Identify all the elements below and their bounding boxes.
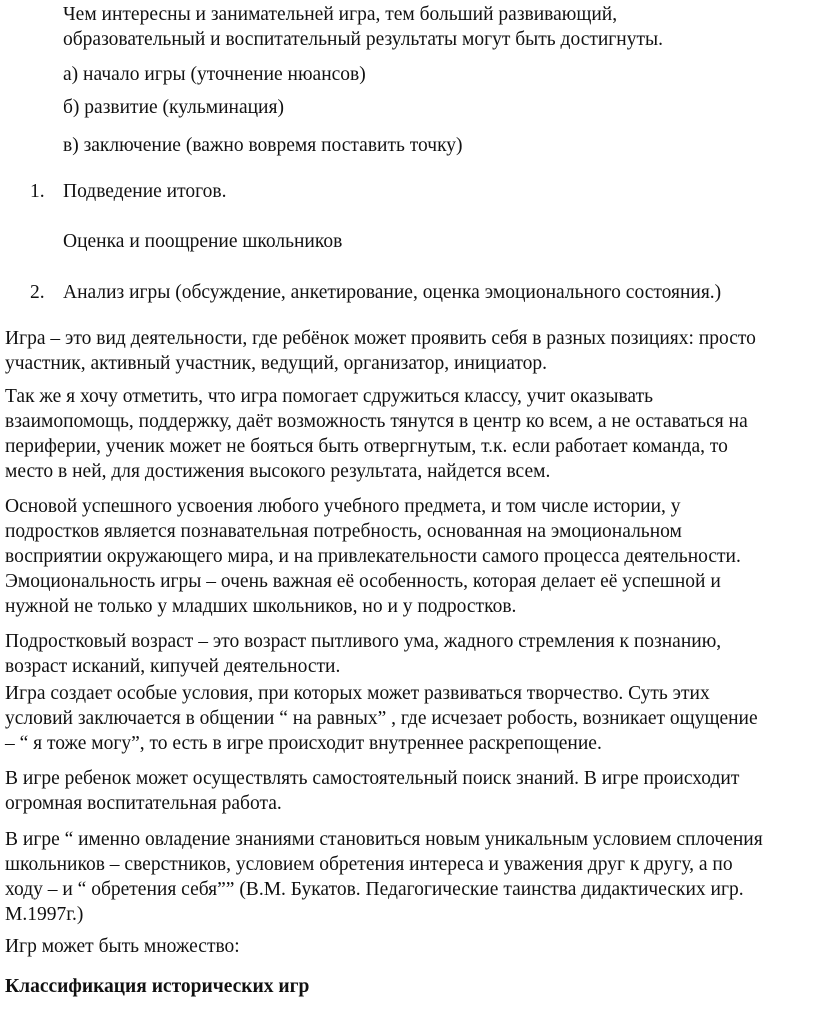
list-item: Подведение итогов. [63, 181, 227, 202]
paragraph: В игре ребенок может осуществлять самостоятельный поиск знаний. В игре происходит огромная воспитательная работа. [5, 768, 740, 814]
paragraph: Игр может быть множество: [5, 936, 240, 957]
paragraph: Основой успешного усвоения любого учебного предмета, и том числе истории, у подростков является познавательная потребность, основанная на эмоциональном восприятии окружающего мира, и на привлекательности самого процесса деятельности. Эмоциональность игры – очень важная её особенность, которая делает её успешной и нужной не только у младших школьников, но и у подростков. [5, 496, 741, 617]
paragraph: Подростковый возраст – это возраст пытливого ума, жадного стремления к познанию, возраст исканий, кипучей деятельности. [5, 631, 722, 677]
paragraph: Игра – это вид деятельности, где ребёнок может проявить себя в разных позициях: просто участник, активный участник, ведущий, организатор, инициатор. [5, 328, 756, 374]
list-marker: 1. [30, 181, 45, 202]
section-heading: Классификация исторических игр [5, 976, 310, 997]
intro-line: образовательный и воспитательный результаты могут быть достигнуты. [63, 29, 663, 50]
paragraph: Игра создает особые условия, при которых может развиваться творчество. Суть этих условий заключается в общении “ на равных” , где исчезает робость, возникает ощущение – “ я тоже могу”, то есть в игре происходит внутреннее раскрепощение. [5, 683, 758, 754]
list-item: Анализ игры (обсуждение, анкетирование, оценка эмоционального состояния.) [63, 282, 722, 303]
list-marker: 2. [30, 282, 45, 303]
stage-item: а) начало игры (уточнение нюансов) [63, 64, 366, 85]
list-item-subtext: Оценка и поощрение школьников [63, 231, 343, 252]
stage-item: б) развитие (кульминация) [63, 97, 284, 118]
paragraph: В игре “ именно овладение знаниями становиться новым уникальным условием сплочения школьников – сверстников, условием обретения интереса и уважения друг к другу, а по ходу – и “ обретения себя”” (В.М. Букатов. Педагогические таинства дидактических игр. М.1997г.) [5, 829, 763, 925]
stage-item: в) заключение (важно вовремя поставить точку) [63, 135, 463, 156]
intro-line: Чем интересны и занимательней игра, тем больший развивающий, [63, 4, 618, 25]
intro-paragraph [63, 2, 663, 52]
paragraph: Так же я хочу отметить, что игра помогает сдружиться классу, учит оказывать взаимопомощь, поддержку, даёт возможность тянутся в центр ко всем, а не оставаться на периферии, ученик может не бояться быть отвергнутым, т.к. если работает команда, то место в ней, для достижения высокого результата, найдется всем. [5, 386, 748, 482]
